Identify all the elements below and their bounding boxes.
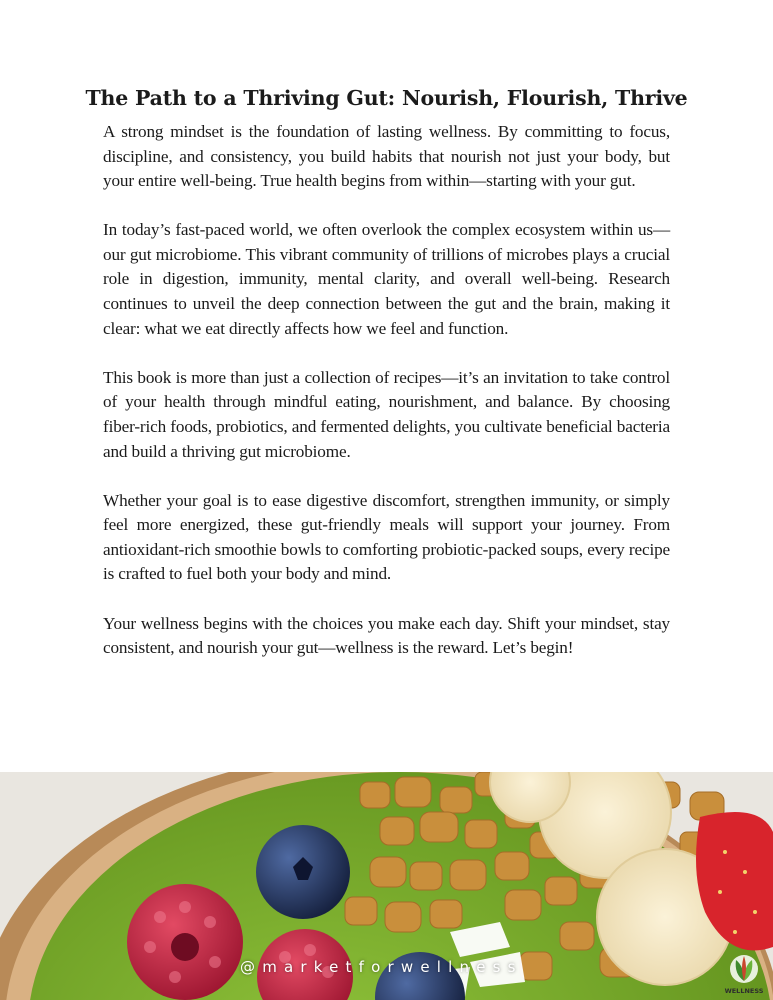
paragraph: In today’s fast-paced world, we often overlook the complex ecosystem within us—our gut microbiome. This vibrant community of trillions of microbes plays a crucial role in digestion, immunity, mental clarity, and overall well-being. Research continues to unveil the deep connection between the gut and the brain, making it clear: what we eat directly affects how we feel and function. <box>103 220 670 338</box>
wellness-logo <box>724 952 764 996</box>
page-title: The Path to a Thriving Gut: Nourish, Flourish, Thrive <box>85 86 688 110</box>
paragraph: Whether your goal is to ease digestive discomfort, strengthen immunity, or simply feel more energized, these gut-friendly meals will support your journey. From antioxidant-rich smoothie bowls to comforting probiotic-packed soups, every recipe is crafted to fuel both your body and mind. <box>103 490 670 584</box>
body-text <box>103 120 670 685</box>
leaf-icon <box>724 952 764 996</box>
social-handle: @marketforwellness <box>240 958 523 976</box>
logo-label: WELLNESS <box>724 987 764 995</box>
paragraph: This book is more than just a collection of recipes—it’s an invitation to take control of your health through mindful eating, nourishment, and balance. By choosing fiber-rich foods, probiotics, and fermented delights, you cultivate beneficial bacteria and build a thriving gut microbiome. <box>103 367 670 461</box>
paragraph: Your wellness begins with the choices you make each day. Shift your mindset, stay consistent, and nourish your gut—wellness is the reward. Let’s begin! <box>103 613 670 658</box>
paragraph: A strong mindset is the foundation of lasting wellness. By committing to focus, discipline, and consistency, you build habits that nourish not just your body, but your entire well-being. True health begins from within—starting with your gut. <box>103 122 670 191</box>
